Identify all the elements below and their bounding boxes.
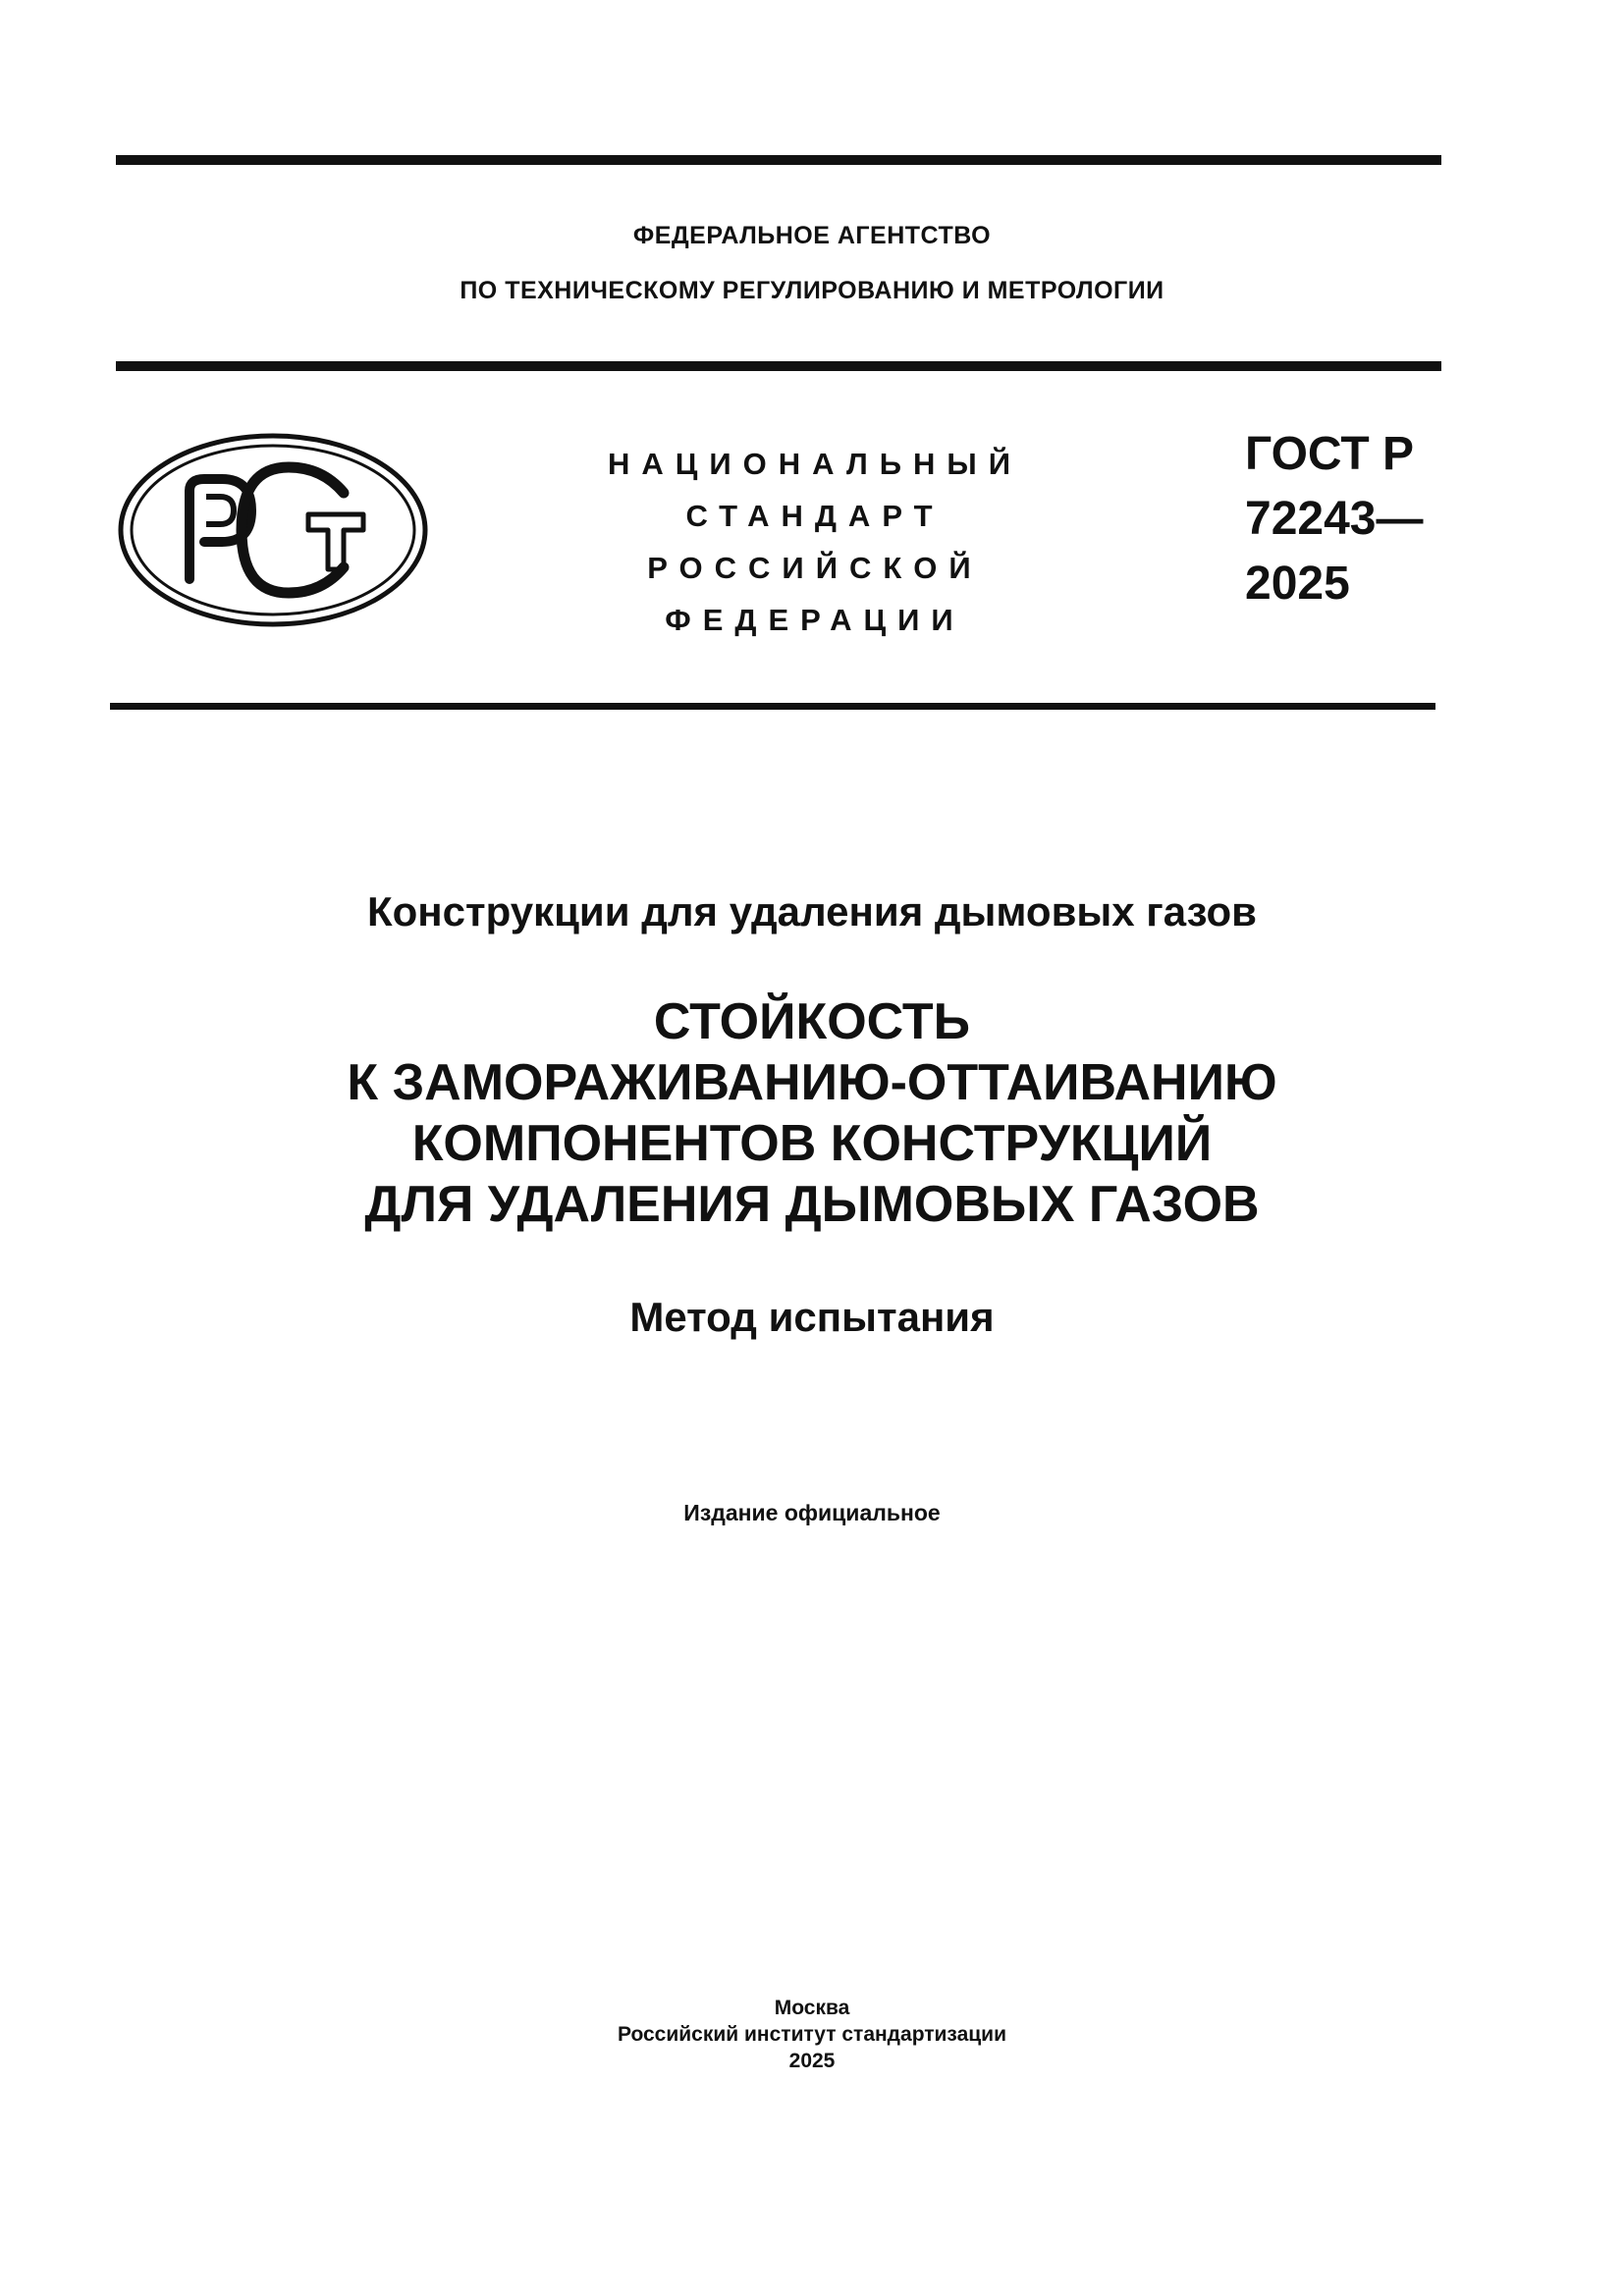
rst-certification-mark-icon	[116, 432, 430, 628]
standard-type-line2: СТАНДАРТ	[685, 499, 945, 533]
main-title-line4: ДЛЯ УДАЛЕНИЯ ДЫМОВЫХ ГАЗОВ	[364, 1176, 1260, 1233]
header-divider-rule	[116, 361, 1441, 371]
method-subtitle: Метод испытания	[629, 1294, 995, 1340]
agency-name-line1: ФЕДЕРАЛЬНОЕ АГЕНТСТВО	[632, 222, 992, 249]
imprint-year: 2025	[788, 2050, 836, 2072]
designation-line3: 2025	[1245, 558, 1350, 610]
standard-type-line1: НАЦИОНАЛЬНЫЙ	[607, 447, 1023, 481]
standard-type-block	[569, 438, 1060, 646]
imprint	[0, 1995, 1624, 2074]
main-title	[0, 991, 1624, 1235]
imprint-city: Москва	[774, 1997, 850, 2019]
main-title-line3: КОМПОНЕНТОВ КОНСТРУКЦИЙ	[411, 1115, 1213, 1172]
standard-designation	[1245, 422, 1461, 616]
agency-name-line2: ПО ТЕХНИЧЕСКОМУ РЕГУЛИРОВАНИЮ И МЕТРОЛОГИИ	[460, 277, 1164, 304]
standard-type-line4: ФЕДЕРАЦИИ	[665, 603, 965, 637]
main-title-line2: К ЗАМОРАЖИВАНИЮ-ОТТАИВАНИЮ	[347, 1054, 1277, 1111]
designation-line1: ГОСТ Р	[1245, 428, 1415, 480]
main-title-line1: СТОЙКОСТЬ	[653, 993, 971, 1050]
designation-line2: 72243—	[1245, 493, 1424, 545]
title-divider-rule	[110, 703, 1435, 710]
standard-type-line3: РОССИЙСКОЙ	[647, 551, 983, 585]
imprint-publisher: Российский институт стандартизации	[617, 2023, 1007, 2046]
edition-note: Издание официальное	[683, 1500, 941, 1525]
document-subject: Конструкции для удаления дымовых газов	[367, 888, 1257, 934]
top-rule	[116, 155, 1441, 165]
